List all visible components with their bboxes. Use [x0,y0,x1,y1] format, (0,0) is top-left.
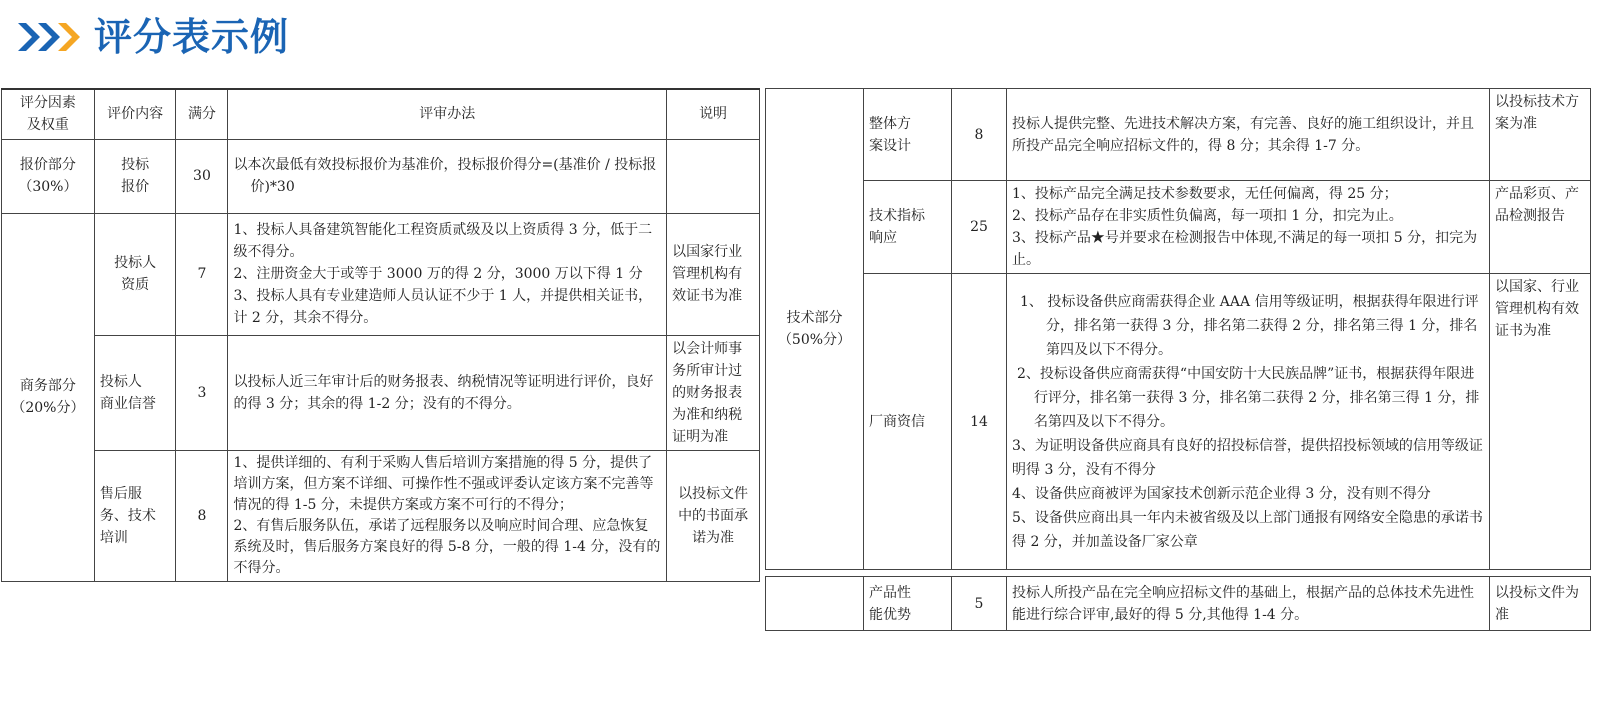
table-row [766,89,1591,181]
method-item: 1、 投标设备供应商需获得企业 AAA 信用等级证明，根据获得年限进行评分，排名第一获得 3 分，排名第二获得 2 分，排名第三得 1 分，排名第四及以下不得分。 [1020,293,1479,358]
method-cell: 以投标人近三年审计后的财务报表、纳税情况等证明进行评价，良好的得 3 分；其余的得 1-2 分；没有的不得分。 [228,335,667,450]
empty-factor-cell [766,577,864,631]
table-row [2,335,760,450]
note-cell: 以国家行业管理机构有效证书为准 [667,213,760,335]
score-cell: 25 [952,181,1007,274]
score-cell: 8 [176,450,228,581]
header-cell: 评审办法 [228,89,667,139]
factor-cell: 技术部分 （50%分） [766,89,864,570]
header-cell: 满分 [176,89,228,139]
note-cell: 以投标文件为准 [1490,577,1591,631]
header-cell: 评价内容 [94,89,176,139]
table-header-row [2,89,760,139]
page-title: 评分表示例 [94,15,290,59]
right-score-table-continued [765,576,1591,631]
note-cell: 以投标技术方案为准 [1490,89,1591,181]
content-cell: 投标 报价 [94,139,176,213]
content-cell: 投标人 资质 [94,213,176,335]
factor-cell: 商务部分 （20%分） [2,213,95,581]
method-cell [1007,274,1490,570]
note-cell: 以投标文件中的书面承诺为准 [667,450,760,581]
table-row [2,450,760,581]
note-cell: 以会计师事务所审计过的财务报表为准和纳税证明为准 [667,335,760,450]
content-cell: 技术指标 响应 [864,181,952,274]
method-cell: 1、投标产品完全满足技术参数要求，无任何偏离，得 25 分； 2、投标产品存在非实质性负偏离，每一项扣 1 分，扣完为止。 3、投标产品★号并要求在检测报告中体现,不满足的每一项扣 5 分，扣完为止。 [1007,181,1490,274]
score-cell: 30 [176,139,228,213]
left-score-table [1,88,760,582]
content-cell: 产品性 能优势 [864,577,952,631]
header [18,12,289,62]
score-cell: 7 [176,213,228,335]
method-item: 4、设备供应商被评为国家技术创新示范企业得 3 分，没有则不得分 [1012,485,1431,502]
method-item: 2、投标设备供应商需获得“中国安防十大民族品牌”证书，根据获得年限进行评分，排名第一获得 3 分，排名第二获得 2 分，排名第三得 1 分，排名第四及以下不得分。 [1017,365,1480,430]
double-chevron-icon [18,17,80,57]
method-cell: 投标人所投产品在完全响应招标文件的基础上，根据产品的总体技术先进性能进行综合评审,最好的得 5 分,其他得 1-4 分。 [1007,577,1490,631]
table-row [2,139,760,213]
method-cell: 投标人提供完整、先进技术解决方案，有完善、良好的施工组织设计，并且所投产品完全响应招标文件的，得 8 分；其余得 1-7 分。 [1007,89,1490,181]
method-cell: 1、投标人具备建筑智能化工程资质贰级及以上资质得 3 分，低于二级不得分。 2、注册资金大于或等于 3000 万的得 2 分，3000 万以下得 1 分 3、投标人具有专业建造师人员认证不少于 1 人，并提供相关证书，计 2 分，其余不得分。 [228,213,667,335]
content-cell: 投标人 商业信誉 [94,335,176,450]
score-cell: 3 [176,335,228,450]
score-cell: 5 [952,577,1007,631]
header-cell: 说明 [667,89,760,139]
header-cell: 评分因素 及权重 [2,89,95,139]
table-row [766,577,1591,631]
table-row [766,274,1591,570]
method-cell: 1、提供详细的、有利于采购人售后培训方案措施的得 5 分，提供了培训方案，但方案不详细、可操作性不强或评委认定该方案不完善等情况的得 1-5 分，未提供方案或方案不可行的不得分； 2、有售后服务队伍，承诺了远程服务以及响应时间合理、应急恢复系统及时，售后服务方案良好的得 5-8 分，一般的得 1-4 分，没有的不得分。 [228,450,667,581]
factor-cell: 报价部分 （30%） [2,139,95,213]
table-row [766,181,1591,274]
note-cell: 以国家、行业管理机构有效证书为准 [1490,274,1591,570]
score-cell: 14 [952,274,1007,570]
method-item: 3、为证明设备供应商具有良好的招投标信誉，提供招投标领域的信用等级证明得 3 分，没有不得分 [1012,437,1483,478]
score-cell: 8 [952,89,1007,181]
content-cell: 厂商资信 [864,274,952,570]
table-row [2,213,760,335]
method-cell: 以本次最低有效投标报价为基准价，投标报价得分=(基准价 / 投标报价)*30 [228,139,667,213]
note-cell: 产品彩页、产品检测报告 [1490,181,1591,274]
note-cell [667,139,760,213]
right-score-table [765,88,1591,570]
content-cell: 整体方 案设计 [864,89,952,181]
method-item: 5、设备供应商出具一年内未被省级及以上部门通报有网络安全隐患的承诺书得 2 分，并加盖设备厂家公章 [1012,509,1483,550]
content-cell: 售后服 务、技术 培训 [94,450,176,581]
